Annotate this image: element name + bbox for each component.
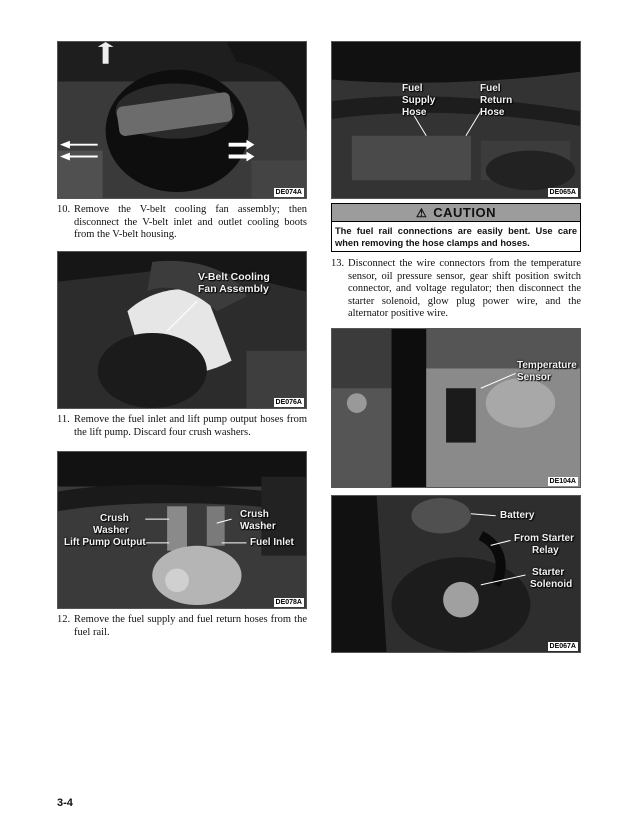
callout-starter: Starter xyxy=(532,567,565,578)
callout-temperature: Temperature xyxy=(517,360,577,371)
caution-text: The fuel rail connections are easily bent. Use care when removing the hose clamps and hoses. xyxy=(335,226,577,248)
callout-fuel-return-2: Return xyxy=(480,95,513,106)
callout-fuel-inlet: Fuel Inlet xyxy=(250,537,294,548)
callout-washer-left: Washer xyxy=(93,525,129,536)
photo-fan-housing-image xyxy=(58,42,306,198)
photo-temperature-sensor xyxy=(331,328,581,488)
figure-label: DE104A xyxy=(549,478,576,485)
step-text: Disconnect the wire connectors from the temperature sensor, oil pressure sensor, gear shift position switch connector, and voltage regulator; then disconnect the starter solenoid, glow plug power wire, and the alternator positive wire. xyxy=(348,258,581,319)
step-text: Remove the fuel supply and fuel return hoses from the fuel rail. xyxy=(74,614,307,638)
caution-title: CAUTION xyxy=(433,205,496,220)
step-12 xyxy=(57,614,307,639)
callout-washer-right: Washer xyxy=(240,521,276,532)
step-10 xyxy=(57,204,307,242)
warning-triangle-icon: ⚠ xyxy=(416,205,428,220)
photo-fan-assembly xyxy=(57,251,307,409)
callout-fuel-return-1: Fuel xyxy=(480,83,501,94)
photo-fuel-rail-hoses-image xyxy=(332,42,580,198)
figure-label: DE078A xyxy=(275,599,302,606)
step-number: 13. xyxy=(331,258,345,269)
photo-lift-pump xyxy=(57,451,307,609)
figure-label: DE065A xyxy=(549,189,576,196)
callout-lift-pump-output: Lift Pump Output xyxy=(64,537,146,548)
step-number: 12. xyxy=(57,614,71,625)
step-text: Remove the fuel inlet and lift pump output hoses from the lift pump. Discard four crush washers. xyxy=(74,414,307,438)
photo-fan-housing xyxy=(57,41,307,199)
callout-v-belt-cooling: V-Belt Cooling xyxy=(198,271,270,283)
callout-fuel-supply-1: Fuel xyxy=(402,83,423,94)
figure-label: DE074A xyxy=(275,189,302,196)
photo-starter-solenoid xyxy=(331,495,581,653)
callout-fuel-supply-3: Hose xyxy=(402,107,427,118)
callout-from-starter: From Starter xyxy=(514,533,575,544)
page-number: 3-4 xyxy=(57,797,73,809)
step-11 xyxy=(57,414,307,439)
callout-fuel-supply-2: Supply xyxy=(402,95,436,106)
caution-box xyxy=(331,203,581,252)
callout-crush-left: Crush xyxy=(100,513,129,524)
callout-battery: Battery xyxy=(500,510,535,521)
callout-crush-right: Crush xyxy=(240,509,269,520)
figure-label: DE067A xyxy=(549,643,576,650)
callout-sensor: Sensor xyxy=(517,372,551,383)
callout-solenoid: Solenoid xyxy=(530,579,573,590)
callout-fan-assembly: Fan Assembly xyxy=(198,283,269,295)
callout-relay: Relay xyxy=(532,545,559,556)
step-number: 10. xyxy=(57,204,71,215)
step-13 xyxy=(331,258,581,321)
photo-fuel-rail-hoses xyxy=(331,41,581,199)
caution-header xyxy=(332,204,580,222)
photo-temperature-sensor-image xyxy=(332,329,580,487)
step-number: 11. xyxy=(57,414,70,425)
step-text: Remove the V-belt cooling fan assembly; then disconnect the V-belt inlet and outlet cooling boots from the V-belt housing. xyxy=(74,204,307,240)
callout-fuel-return-3: Hose xyxy=(480,107,505,118)
figure-label: DE076A xyxy=(275,399,302,406)
